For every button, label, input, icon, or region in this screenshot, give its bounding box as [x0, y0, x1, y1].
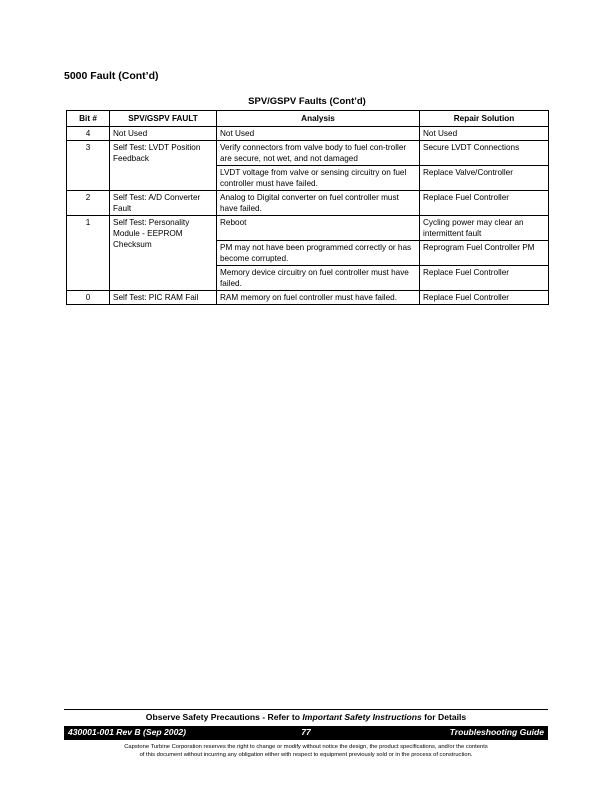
header-fault: SPV/GSPV FAULT	[110, 111, 217, 127]
table-row	[67, 191, 549, 216]
repair-cell: Replace Fuel Controller	[420, 291, 549, 305]
analysis-cell: Reboot	[217, 216, 420, 241]
header-analysis: Analysis	[217, 111, 420, 127]
bit-cell: 1	[67, 216, 110, 291]
bit-cell: 0	[67, 291, 110, 305]
fault-cell: Self Test: PIC RAM Fail	[110, 291, 217, 305]
analysis-cell: PM may not have been programmed correctly or has become corrupted.	[217, 241, 420, 266]
analysis-cell: Not Used	[217, 127, 420, 141]
repair-cell: Replace Valve/Controller	[420, 166, 549, 191]
table-caption: SPV/GSPV Faults (Cont’d)	[248, 96, 366, 107]
repair-cell: Replace Fuel Controller	[420, 266, 549, 291]
repair-cell: Reprogram Fuel Controller PM	[420, 241, 549, 266]
header-bit: Bit #	[67, 111, 110, 127]
footer-bar	[64, 726, 548, 740]
fault-cell: Self Test: Personality Module - EEPROM Checksum	[110, 216, 217, 291]
bit-cell: 3	[67, 141, 110, 191]
safety-suffix: for Details	[421, 712, 467, 722]
bit-cell: 2	[67, 191, 110, 216]
disclaimer	[64, 743, 548, 759]
table-header-row	[67, 111, 549, 127]
footer-divider	[64, 709, 548, 710]
table-row	[67, 141, 549, 166]
section-title: 5000 Fault (Cont’d)	[64, 70, 159, 82]
safety-prefix: Observe Safety Precautions - Refer to	[145, 712, 303, 722]
bit-cell: 4	[67, 127, 110, 141]
fault-cell: Not Used	[110, 127, 217, 141]
safety-instructions-reference: Important Safety Instructions	[302, 712, 422, 722]
analysis-cell: RAM memory on fuel controller must have failed.	[217, 291, 420, 305]
fault-cell: Self Test: LVDT Position Feedback	[110, 141, 217, 191]
repair-cell: Replace Fuel Controller	[420, 191, 549, 216]
table-row	[67, 216, 549, 241]
table-row	[67, 127, 549, 141]
disclaimer-line-2: of this document without incurring any obligation either with respect to equipment previously sold or in the process of construction.	[139, 752, 473, 758]
repair-cell: Not Used	[420, 127, 549, 141]
header-repair: Repair Solution	[420, 111, 549, 127]
analysis-cell: LVDT voltage from valve or sensing circuitry on fuel controller must have failed.	[217, 166, 420, 191]
analysis-cell: Memory device circuitry on fuel controller must have failed.	[217, 266, 420, 291]
faults-table	[66, 110, 549, 305]
analysis-cell: Verify connectors from valve body to fuel con-troller are secure, not wet, and not damaged	[217, 141, 420, 166]
disclaimer-line-1: Capstone Turbine Corporation reserves the right to change or modify without notice the design, the product specifications, and/or the contents	[124, 744, 488, 750]
repair-cell: Cycling power may clear an intermittent fault	[420, 216, 549, 241]
repair-cell: Secure LVDT Connections	[420, 141, 549, 166]
table-row	[67, 291, 549, 305]
safety-notice	[64, 712, 548, 722]
page-number: 77	[301, 727, 311, 737]
guide-title: Troubleshooting Guide	[449, 727, 544, 737]
fault-cell: Self Test: A/D Converter Fault	[110, 191, 217, 216]
document-id: 430001-001 Rev B (Sep 2002)	[68, 727, 187, 737]
analysis-cell: Analog to Digital converter on fuel controller must have failed.	[217, 191, 420, 216]
